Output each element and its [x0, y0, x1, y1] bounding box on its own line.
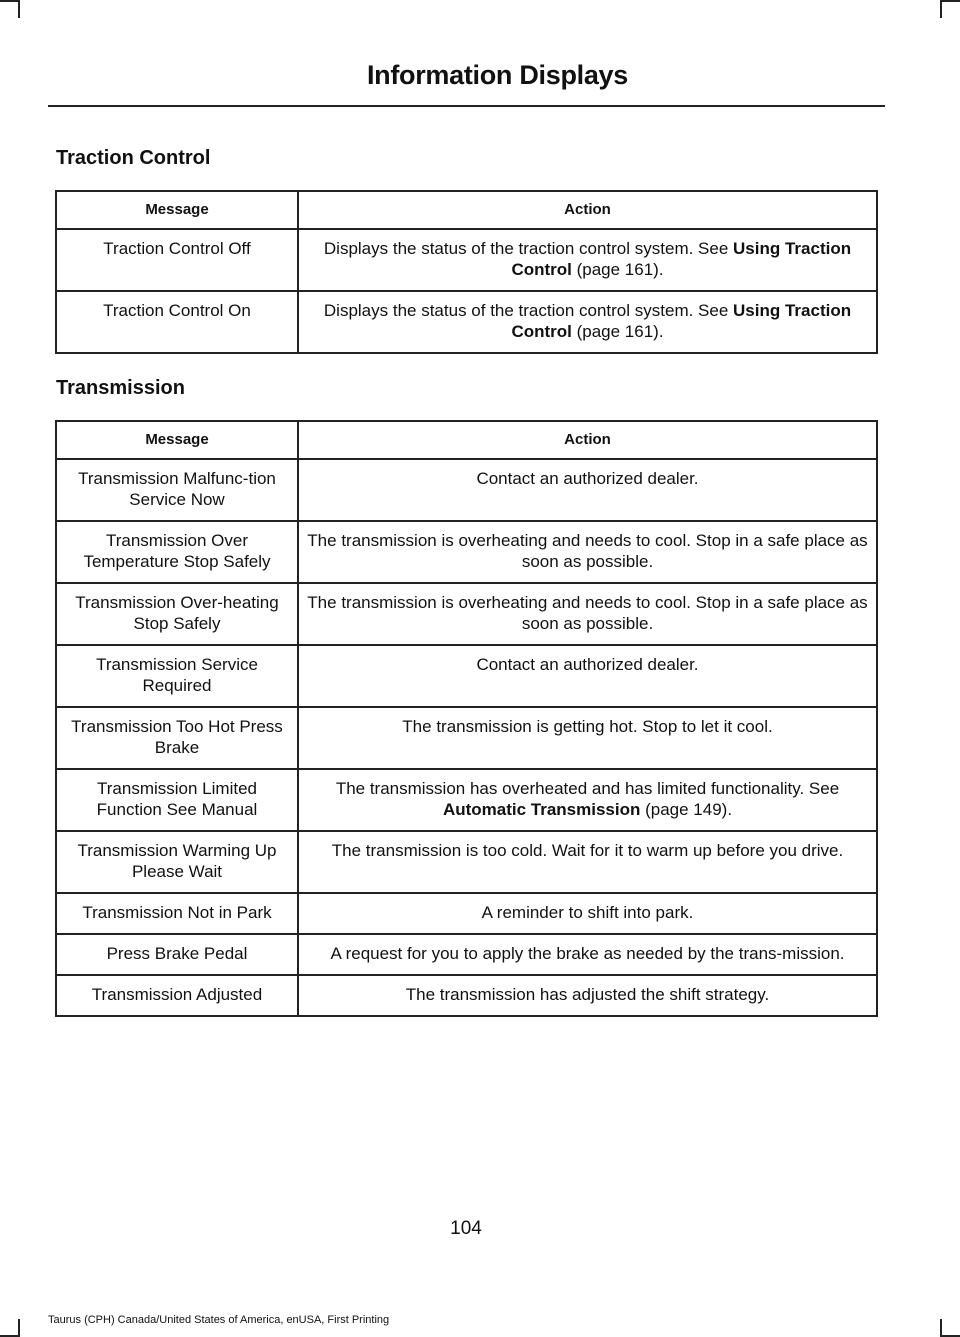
message-cell: Transmission Too Hot Press Brake [56, 707, 298, 769]
footer-text: Taurus (CPH) Canada/United States of America, enUSA, First Printing [48, 1314, 390, 1326]
action-cell: A request for you to apply the brake as needed by the trans-mission. [298, 934, 877, 975]
table-row [56, 291, 877, 353]
message-cell: Transmission Malfunc-tion Service Now [56, 459, 298, 521]
action-cell: A reminder to shift into park. [298, 893, 877, 934]
message-cell: Transmission Service Required [56, 645, 298, 707]
page-header-title: Information Displays [366, 60, 628, 90]
table-row [56, 707, 877, 769]
table-row [56, 934, 877, 975]
transmission-heading: Transmission [56, 377, 185, 399]
action-cell [298, 229, 877, 291]
cross-reference-link[interactable]: Using Traction Control [511, 301, 852, 341]
header-divider [48, 105, 885, 107]
action-cell: Contact an authorized dealer. [298, 645, 877, 707]
crop-mark [942, 0, 960, 2]
action-cell [298, 769, 877, 831]
table-row [56, 893, 877, 934]
table-row [56, 645, 877, 707]
message-cell: Press Brake Pedal [56, 934, 298, 975]
message-cell: Transmission Limited Function See Manual [56, 769, 298, 831]
action-cell: The transmission is getting hot. Stop to let it cool. [298, 707, 877, 769]
message-cell: Transmission Warming Up Please Wait [56, 831, 298, 893]
action-cell: The transmission is overheating and needs to cool. Stop in a safe place as soon as possible. [298, 583, 877, 645]
table-header-row [56, 421, 877, 459]
cross-reference-link[interactable]: Automatic Transmission [442, 800, 641, 819]
column-header-message: Message [56, 191, 298, 229]
crop-mark [940, 1319, 942, 1337]
message-cell: Transmission Over-heating Stop Safely [56, 583, 298, 645]
crop-mark [18, 0, 20, 18]
message-cell: Traction Control On [56, 291, 298, 353]
traction-control-table [55, 190, 878, 354]
page-reference: (page 149). [640, 800, 733, 819]
action-cell [298, 291, 877, 353]
action-cell: The transmission is overheating and needs to cool. Stop in a safe place as soon as possible. [298, 521, 877, 583]
column-header-message: Message [56, 421, 298, 459]
column-header-action: Action [298, 191, 877, 229]
table-row [56, 975, 877, 1016]
message-cell: Transmission Not in Park [56, 893, 298, 934]
crop-mark [940, 0, 942, 18]
page-number: 104 [450, 1218, 482, 1239]
cross-reference-link[interactable]: Using Traction Control [511, 239, 852, 279]
action-text: Displays the status of the traction control system. See [323, 239, 734, 258]
message-cell: Traction Control Off [56, 229, 298, 291]
action-cell: Contact an authorized dealer. [298, 459, 877, 521]
action-cell: The transmission has adjusted the shift strategy. [298, 975, 877, 1016]
crop-mark [18, 1319, 20, 1337]
page-reference: (page 161). [571, 322, 664, 341]
table-header-row [56, 191, 877, 229]
table-row [56, 769, 877, 831]
table-row [56, 831, 877, 893]
page-reference: (page 161). [571, 260, 664, 279]
table-row [56, 459, 877, 521]
crop-mark [0, 0, 18, 2]
table-row [56, 521, 877, 583]
table-row [56, 229, 877, 291]
message-cell: Transmission Adjusted [56, 975, 298, 1016]
message-cell: Transmission Over Temperature Stop Safely [56, 521, 298, 583]
action-text: Displays the status of the traction control system. See [323, 301, 734, 320]
action-text: The transmission has overheated and has limited functionality. See [335, 779, 840, 798]
action-cell: The transmission is too cold. Wait for it to warm up before you drive. [298, 831, 877, 893]
transmission-table [55, 420, 878, 1017]
table-row [56, 583, 877, 645]
column-header-action: Action [298, 421, 877, 459]
traction-control-heading: Traction Control [56, 147, 211, 169]
